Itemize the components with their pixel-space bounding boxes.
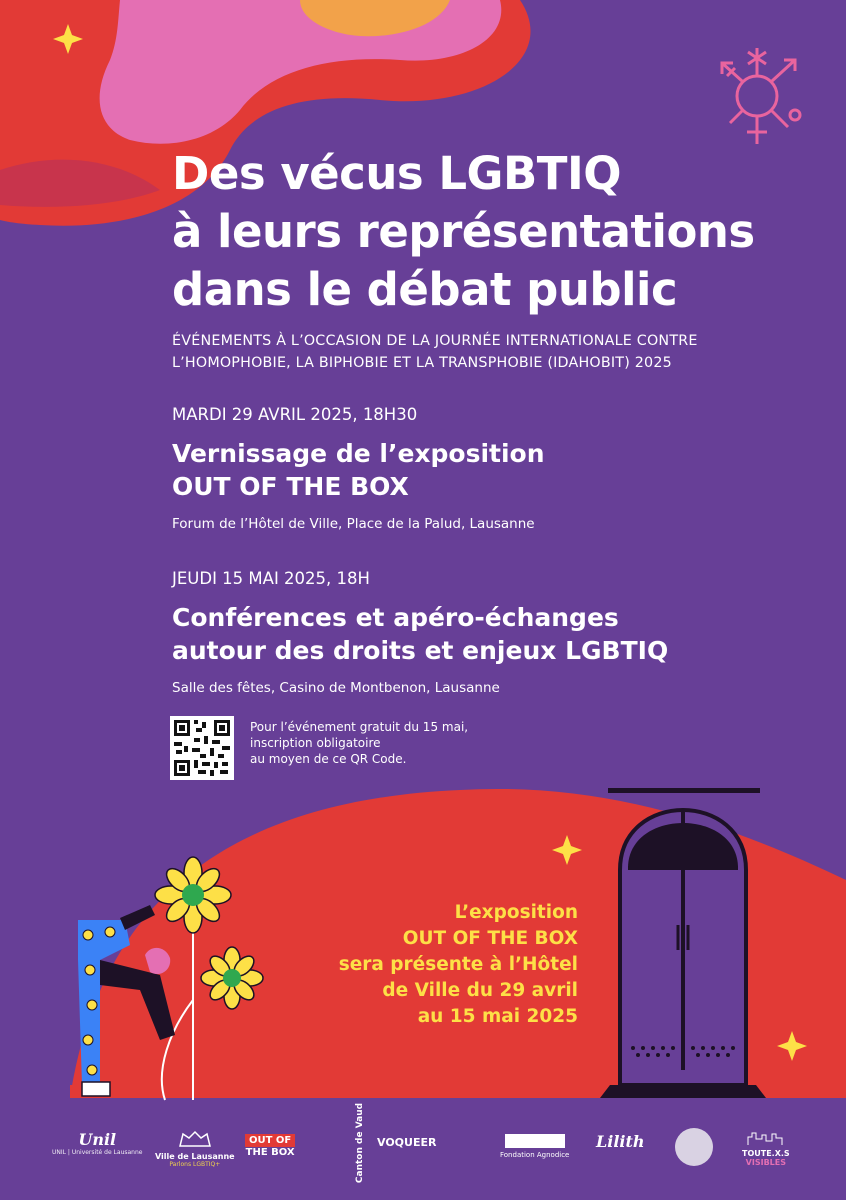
toutexs-visibles-logo: TOUTE.X.S VISIBLES	[742, 1130, 790, 1167]
exhibition-line: L’exposition	[454, 902, 578, 923]
unil-logo: Unil UNIL | Université de Lausanne	[52, 1130, 143, 1156]
event-venue: Salle des fêtes, Casino de Montbenon, Lausanne	[172, 680, 500, 696]
event-title-line: Conférences et apéro-échanges	[172, 603, 619, 632]
lausanne-crest-icon	[175, 1130, 215, 1148]
qr-code[interactable]	[170, 716, 234, 780]
out-of-the-box-logo: OUT OF THE BOX	[245, 1135, 295, 1158]
voqueer-logo: VOQUEER	[377, 1136, 437, 1149]
lausanne-logo: Ville de Lausanne Parlons LGBTIQ+	[155, 1130, 235, 1168]
qr-instructions	[250, 719, 468, 767]
exhibition-line: OUT OF THE BOX	[402, 928, 578, 949]
city-skyline-icon	[746, 1131, 786, 1145]
qr-instructions-line: inscription obligatoire	[250, 736, 381, 750]
agnodice-mark-icon	[505, 1134, 565, 1148]
exhibition-line: de Ville du 29 avril	[382, 980, 578, 1001]
event-venue: Forum de l’Hôtel de Ville, Place de la Palud, Lausanne	[172, 516, 535, 532]
subtitle-line: L’HOMOPHOBIE, LA BIPHOBIE ET LA TRANSPHOBIE (IDAHOBIT) 2025	[172, 355, 672, 371]
subtitle-line: ÉVÉNEMENTS À L’OCCASION DE LA JOURNÉE INTERNATIONALE CONTRE	[172, 333, 698, 349]
qr-code-icon	[170, 716, 234, 780]
circle-logo	[675, 1128, 713, 1166]
qr-instructions-line: Pour l’événement gratuit du 15 mai,	[250, 720, 469, 734]
main-title-line: à leurs représentations	[172, 205, 755, 258]
event-title	[172, 601, 668, 667]
event-title	[172, 437, 545, 503]
gender-symbol-icon	[722, 48, 800, 144]
event-date: MARDI 29 AVRIL 2025, 18H30	[172, 405, 418, 424]
sponsor-logos	[0, 1102, 846, 1200]
subtitle	[172, 330, 832, 374]
vaud-logo: Canton de Vaud	[355, 1102, 366, 1184]
exhibition-line: sera présente à l’Hôtel	[338, 954, 578, 975]
circle-logo-icon	[675, 1128, 713, 1166]
agnodice-logo: Fondation Agnodice	[500, 1134, 569, 1159]
lilith-logo: Lilith	[596, 1132, 645, 1151]
event-title-line: OUT OF THE BOX	[172, 472, 409, 501]
main-title-line: Des vécus LGBTIQ	[172, 147, 621, 200]
main-title	[172, 145, 832, 319]
qr-instructions-line: au moyen de ce QR Code.	[250, 752, 407, 766]
event-title-line: Vernissage de l’exposition	[172, 439, 545, 468]
main-title-line: dans le débat public	[172, 263, 678, 316]
exhibition-line: au 15 mai 2025	[417, 1006, 578, 1027]
exhibition-announcement	[339, 900, 578, 1030]
event-title-line: autour des droits et enjeux LGBTIQ	[172, 636, 669, 665]
event-date: JEUDI 15 MAI 2025, 18H	[172, 569, 370, 588]
